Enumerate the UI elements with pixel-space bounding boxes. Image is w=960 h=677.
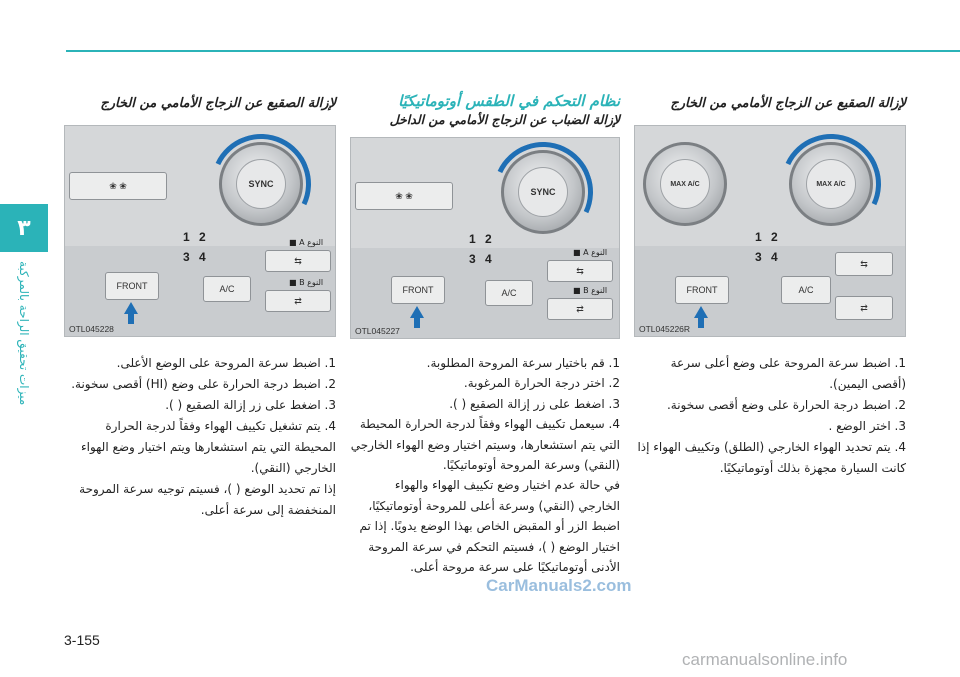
knob-center-label: MAX A/C [660, 159, 710, 209]
chapter-number: ٣ [17, 215, 31, 241]
chapter-tab [0, 204, 48, 252]
list-item: إذا تم تحديد الوضع ( )، فسيتم توجيه سرعة المروحة المنخفضة إلى سرعة أعلى. [79, 482, 336, 517]
watermark-carmanuals: CarManuals2.com [486, 576, 632, 595]
recirculation-button: ⇆ [835, 252, 893, 276]
figure-right: MAX A/C MAX A/C 1 2 3 4 FRONT A/C ⇆ ⇄ OTL045226R [634, 125, 906, 337]
fresh-air-button: ⇄ [547, 298, 613, 320]
front-defrost-button: FRONT [391, 276, 445, 304]
list-item: 1. اضبط سرعة المروحة على وضع أعلى سرعة (أقصى اليمين). [670, 356, 906, 391]
list-item: 4. يتم تشغيل تكييف الهواء وفقاً لدرجة الحرارة المحيطة التي يتم استشعارها ويتم اختيار وضع الهواء الخارجي (النقي). [80, 419, 336, 475]
list-item: 2. اختر درجة الحرارة المرغوبة. [463, 376, 620, 391]
list-item: 2. اضبط درجة الحرارة على وضع (HI) أقصى سخونة. [71, 377, 336, 391]
section-main-title: نظام التحكم في الطقس أوتوماتيكيًا [398, 92, 620, 110]
push-arrow-icon [694, 306, 708, 318]
figure-code: OTL045226R [639, 324, 691, 334]
watermark-site: carmanualsonline.info [682, 650, 848, 669]
type-a-label: النوع A ■ [289, 238, 324, 247]
recirculation-button: ⇆ [547, 260, 613, 282]
list-item: 4. يتم تحديد الهواء الخارجي (الطلق) وتكييف الهواء إذا كانت السيارة مجهزة بذلك أوتوماتيكيًا. [637, 440, 906, 475]
list-item: 1. اضبط سرعة المروحة على الوضع الأعلى. [116, 356, 336, 370]
list-item: 3. اضغط على زر إزالة الصقيع ( ). [449, 396, 620, 411]
type-b-label: النوع B ■ [573, 286, 608, 295]
list-item: 2. اضبط درجة الحرارة على وضع أقصى سخونة. [666, 398, 906, 412]
sync-knob: SYNC [219, 142, 303, 226]
type-b-label: النوع B ■ [289, 278, 324, 287]
page-number: 3-155 [64, 632, 100, 648]
steps-list-left [64, 353, 336, 521]
recirculation-button: ⇆ [265, 250, 331, 272]
figure-left: ❀ ❀ SYNC 1 2 3 4 FRONT A/C النوع A ■ ⇆ النوع B ■ ⇄ OTL045228 [64, 125, 336, 337]
fresh-air-button: ⇄ [265, 290, 331, 312]
list-item: 4. سيعمل تكييف الهواء وفقاً لدرجة الحرارة المحيطة التي يتم استشعارها، وسيتم اختيار وضع الهواء الخارجي (النقي) وسرعة المروحة أوتوماتيكيًا. [350, 417, 620, 472]
fan-buttons: ❀ ❀ [69, 172, 167, 200]
column-right [634, 92, 906, 479]
ac-button: A/C [203, 276, 251, 302]
sync-knob: SYNC [501, 150, 585, 234]
push-arrow-icon [410, 306, 424, 318]
figure-middle: ❀ ❀ SYNC 1 2 3 4 FRONT A/C النوع A ■ ⇆ النوع B ■ ⇄ OTL045227 [350, 137, 620, 339]
fresh-air-button: ⇄ [835, 296, 893, 320]
section-subtitle: لإزالة الضباب عن الزجاج الأمامي من الداخل [389, 112, 620, 127]
fan-buttons: ❀ ❀ [355, 182, 453, 210]
chapter-label: ميزات تحقيق الراحة بالمركبة [17, 260, 31, 406]
column-middle [350, 92, 620, 577]
list-item: في حالة عدم اختيار وضع تكييف الهواء والهواء الخارجي (النقي) وسرعة أعلى للمروحة أوتوماتيكيًا، اضبط الزر أو المقبض الخاص بهذا الوضع يدويًا. إذا تم اختيار الوضع ( )، فسيتم التحكم في سرعة المروحة الأدنى أوتوماتيكيًا على سرعة مروحة أعلى. [359, 478, 620, 574]
steps-list-middle [350, 353, 620, 577]
column-left [64, 92, 336, 521]
front-defrost-button: FRONT [675, 276, 729, 304]
list-item: 1. قم باختيار سرعة المروحة المطلوبة. [426, 356, 620, 370]
temperature-knob [643, 142, 727, 226]
header-rule [66, 50, 960, 52]
list-item: 3. اختر الوضع . [828, 419, 906, 433]
section-title-right: لإزالة الصقيع عن الزجاج الأمامي من الخارج [670, 96, 906, 111]
steps-list-right [634, 353, 906, 479]
figure-code: OTL045228 [69, 324, 114, 334]
ac-button: A/C [485, 280, 533, 306]
ac-button: A/C [781, 276, 831, 304]
push-arrow-icon [124, 302, 138, 314]
list-item: 3. اضغط على زر إزالة الصقيع ( ). [165, 398, 336, 412]
type-a-label: النوع A ■ [573, 248, 608, 257]
figure-code: OTL045227 [355, 326, 400, 336]
front-defrost-button: FRONT [105, 272, 159, 300]
fan-speed-knob: MAX A/C [789, 142, 873, 226]
section-title-left: لإزالة الصقيع عن الزجاج الأمامي من الخارج [100, 96, 336, 111]
